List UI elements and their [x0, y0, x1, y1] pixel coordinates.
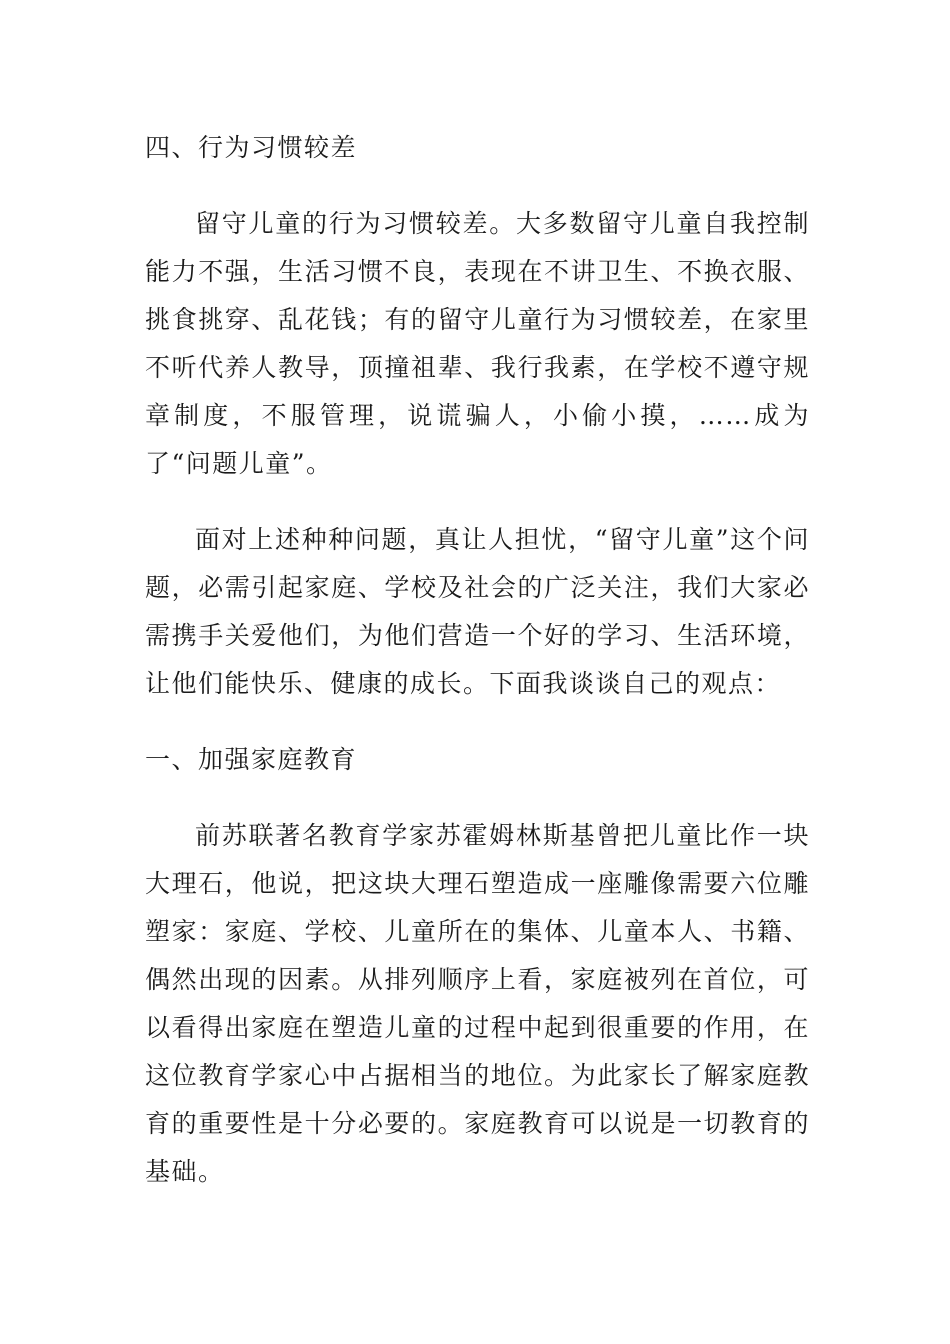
paragraph-family-education: 前苏联著名教育学家苏霍姆林斯基曾把儿童比作一块大理石，他说，把这块大理石塑造成一座雕像需要六位雕塑家：家庭、学校、儿童所在的集体、儿童本人、书籍、偶然出现的因素。从排列顺序上看，家庭被列在首位，可以看得出家庭在塑造儿童的过程中起到很重要的作用，在这位教育学家心中占据相当的地位。为此家长了解家庭教育的重要性是十分必要的。家庭教育可以说是一切教育的基础。 — [145, 821, 810, 1186]
paragraph-concern-statement: 面对上述种种问题，真让人担忧，“留守儿童”这个问题，必需引起家庭、学校及社会的广泛关注，我们大家必需携手关爱他们，为他们营造一个好的学习、生活环境，让他们能快乐、健康的成长。下面我谈谈自己的观点： — [145, 525, 810, 698]
section-heading-family-education: 一、加强家庭教育 — [145, 745, 358, 774]
document-body — [145, 124, 810, 1196]
section-heading-behavior-habits: 四、行为习惯较差 — [145, 133, 358, 162]
paragraph-behavior-description: 留守儿童的行为习惯较差。大多数留守儿童自我控制能力不强，生活习惯不良，表现在不讲卫生、不换衣服、挑食挑穿、乱花钱；有的留守儿童行为习惯较差，在家里不听代养人教导，顶撞祖辈、我行我素，在学校不遵守规章制度，不服管理，说谎骗人，小偷小摸，……成为了“问题儿童”。 — [145, 209, 810, 478]
